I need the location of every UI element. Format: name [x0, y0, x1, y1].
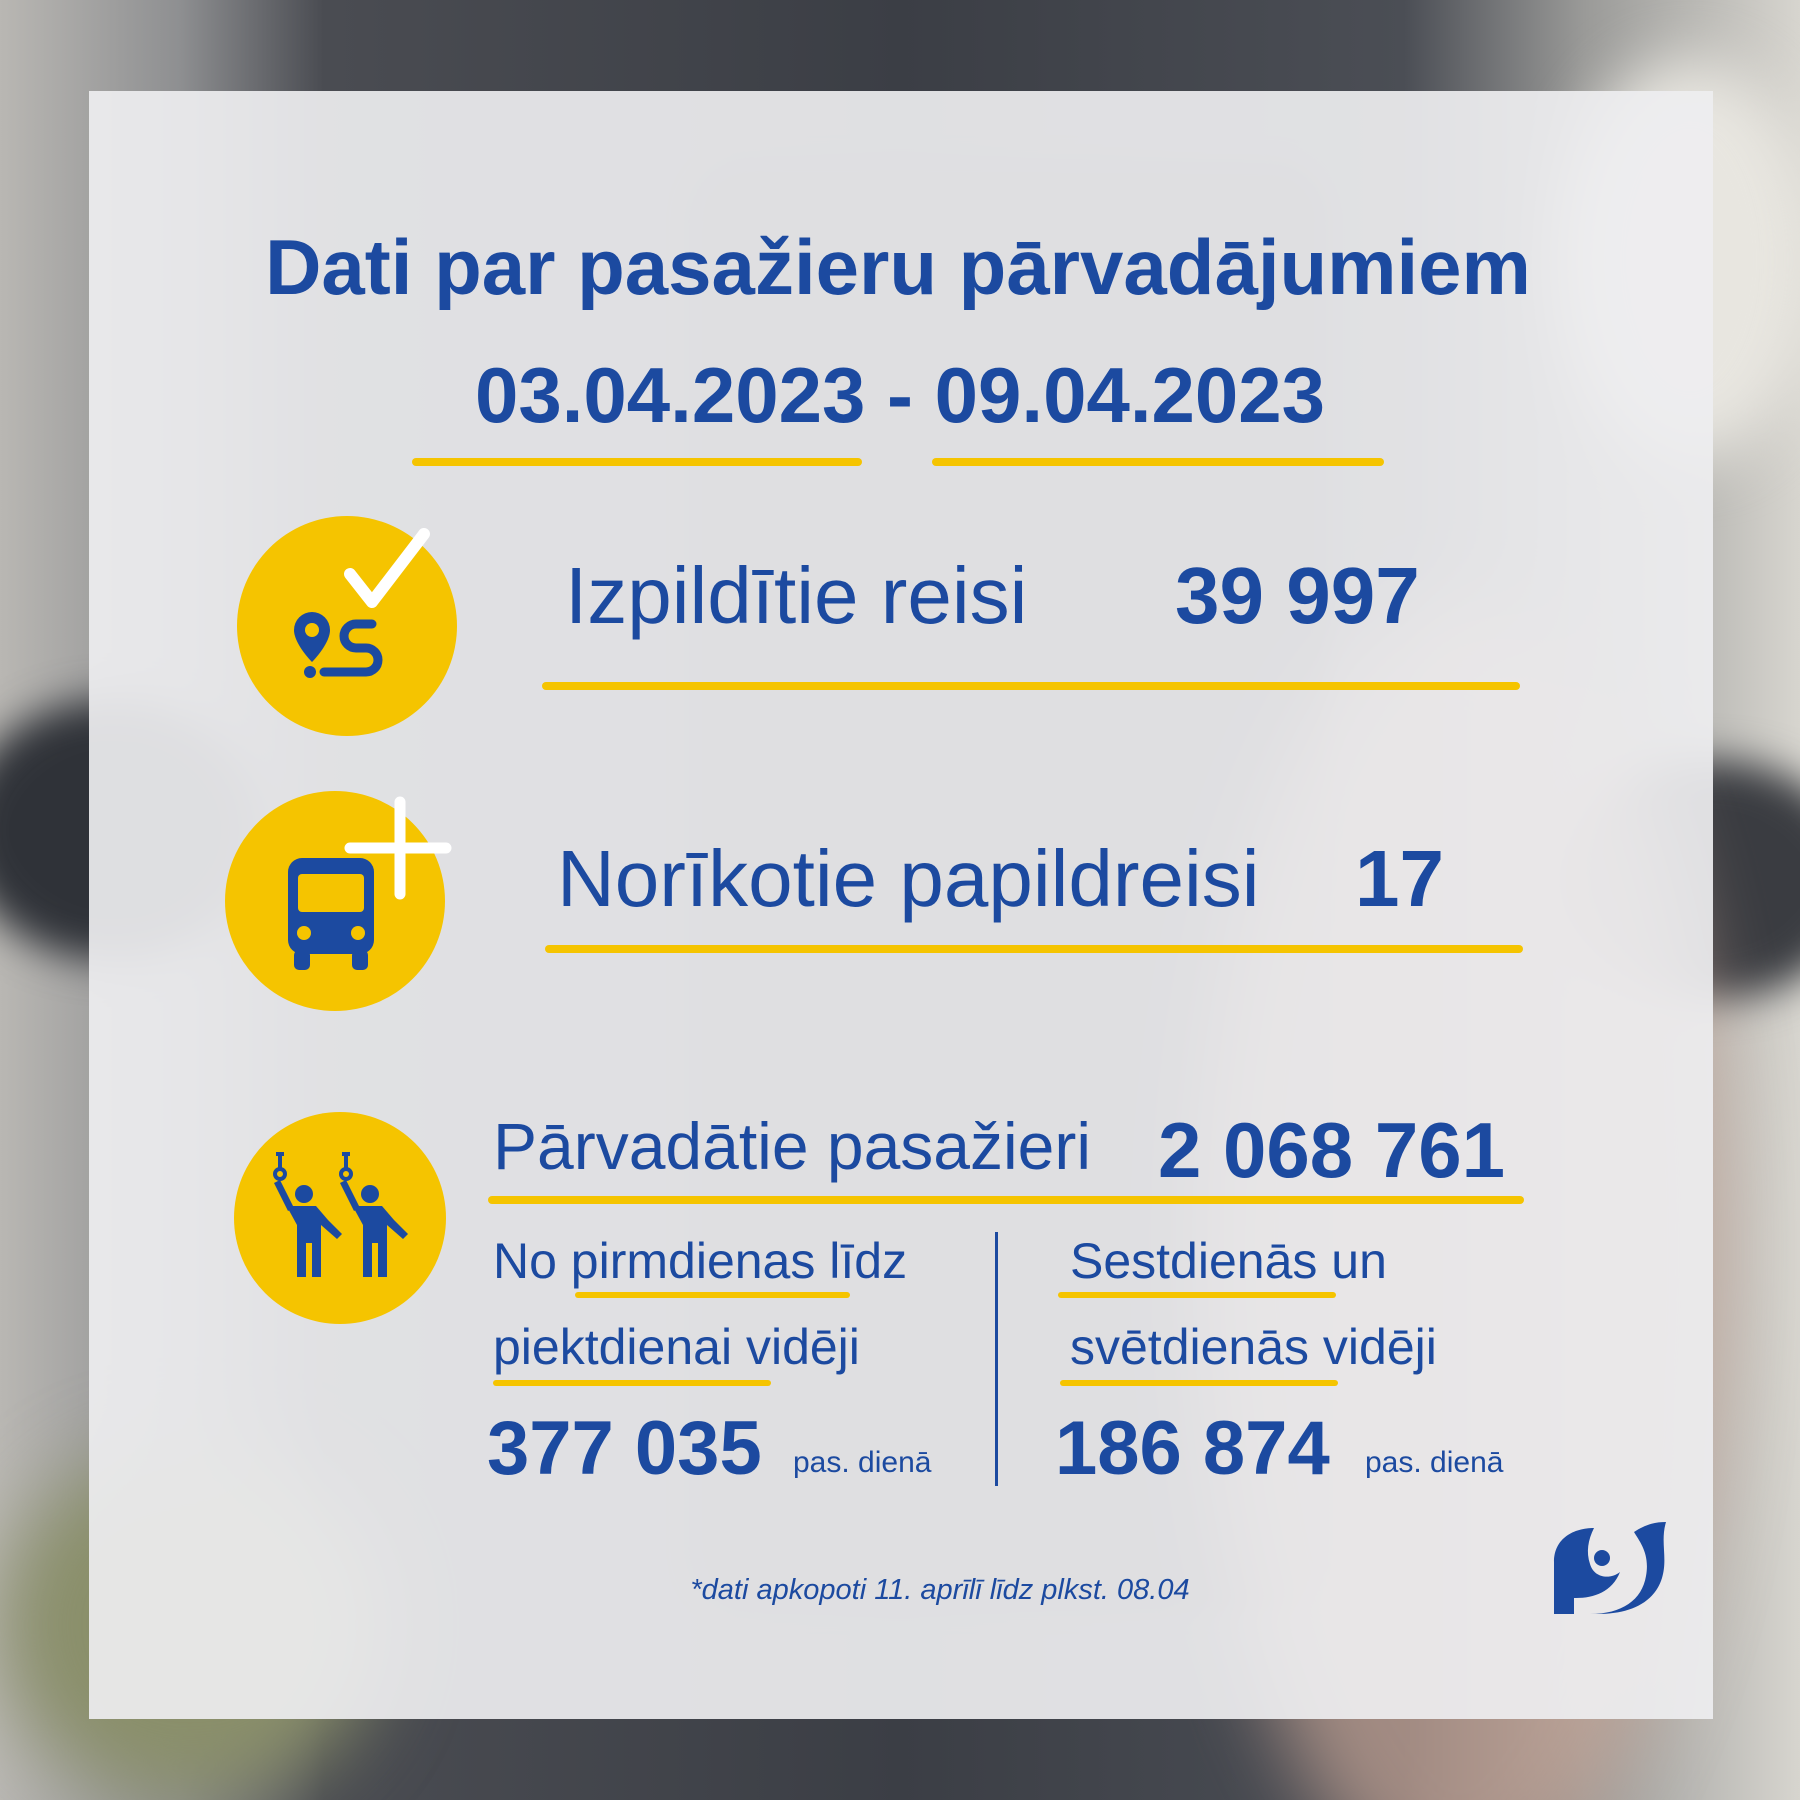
page-title: Dati par pasažieru pārvadājumiem — [265, 223, 1531, 311]
weekday-underline-2 — [493, 1380, 771, 1386]
weekend-average-value: 186 874 — [1055, 1406, 1330, 1491]
weekend-underline-1 — [1058, 1292, 1336, 1298]
column-divider — [995, 1232, 998, 1486]
weekday-average-value: 377 035 — [487, 1406, 762, 1491]
extra-trips-value: 17 — [1355, 834, 1444, 923]
row3-underline — [488, 1196, 1524, 1204]
completed-trips-value: 39 997 — [1175, 551, 1420, 640]
date-underline-left — [412, 458, 862, 466]
date-underline-right — [932, 458, 1384, 466]
weekend-underline-2 — [1060, 1380, 1338, 1386]
date-range: 03.04.2023 - 09.04.2023 — [474, 351, 1326, 439]
weekday-underline-1 — [575, 1292, 850, 1298]
row2-underline — [545, 945, 1523, 953]
weekday-label-line2: piektdienai vidēji — [493, 1319, 860, 1375]
weekday-unit: pas. dienā — [793, 1446, 932, 1479]
passengers-value: 2 068 761 — [1158, 1106, 1506, 1194]
completed-trips-label: Izpildītie reisi — [565, 551, 1028, 640]
passengers-icon — [230, 1108, 450, 1328]
bus-plus-icon — [222, 788, 452, 1013]
weekday-label-line1: No pirmdienas līdz — [493, 1233, 908, 1289]
rigas-satiksme-logo — [1550, 1518, 1670, 1614]
footnote: *dati apkopoti 11. aprīlī līdz plkst. 08.04 — [690, 1574, 1190, 1606]
weekend-label-line2: svētdienās vidēji — [1070, 1319, 1437, 1375]
weekend-unit: pas. dienā — [1365, 1446, 1504, 1479]
row1-underline — [542, 682, 1520, 690]
weekend-label-line1: Sestdienās un — [1070, 1233, 1387, 1289]
passengers-label: Pārvadātie pasažieri — [493, 1109, 1091, 1183]
route-check-icon — [232, 512, 462, 737]
extra-trips-label: Norīkotie papildreisi — [557, 834, 1260, 923]
